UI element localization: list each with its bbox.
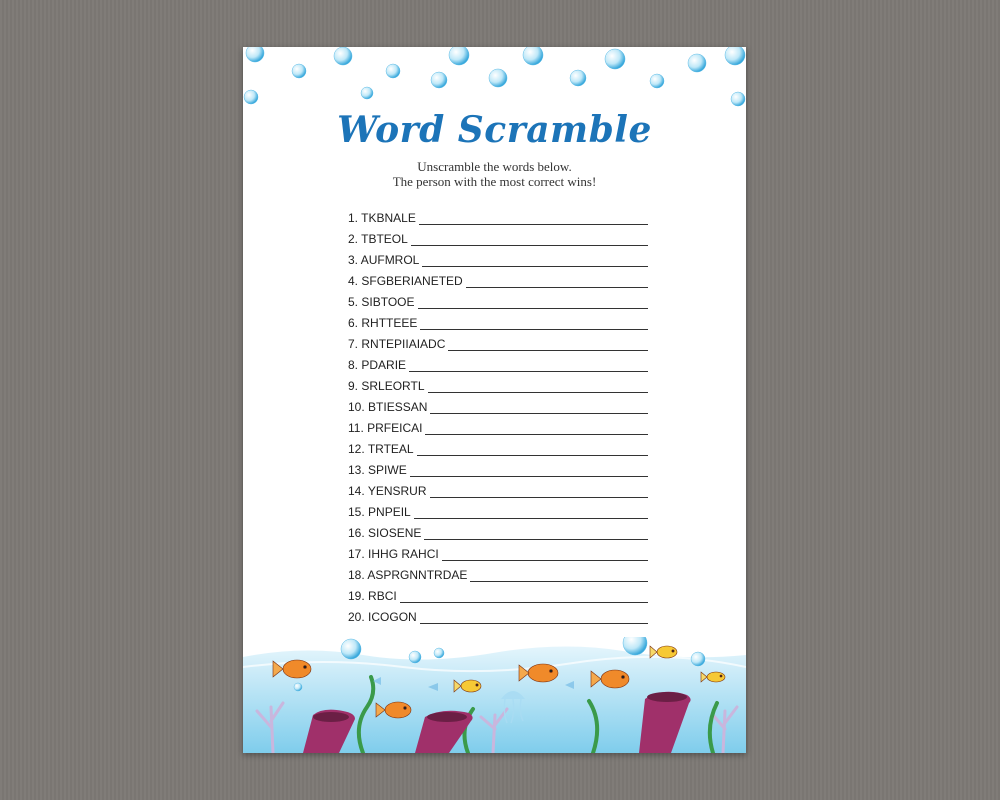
scrambled-letters: PRFEICAI (367, 421, 423, 435)
scramble-word (348, 421, 425, 435)
answer-line (442, 549, 648, 561)
scramble-word (348, 610, 420, 624)
item-number: 8. (348, 358, 359, 372)
item-number: 13. (348, 463, 365, 477)
scramble-word (348, 526, 424, 540)
scramble-word (348, 568, 470, 582)
scramble-item (348, 225, 648, 246)
item-number: 16. (348, 526, 365, 540)
scramble-item (348, 477, 648, 498)
answer-line (414, 507, 648, 519)
scramble-item (348, 393, 648, 414)
scramble-word (348, 547, 442, 561)
answer-line (466, 276, 648, 288)
scramble-word (348, 316, 420, 330)
scramble-item (348, 246, 648, 267)
item-number: 5. (348, 295, 359, 309)
item-number: 9. (348, 379, 359, 393)
item-number: 12. (348, 442, 365, 456)
scramble-item (348, 351, 648, 372)
item-number: 18. (348, 568, 365, 582)
scramble-item (348, 435, 648, 456)
scramble-item (348, 519, 648, 540)
scrambled-letters: SIBTOOE (361, 295, 415, 309)
answer-line (418, 297, 649, 309)
scramble-word (348, 358, 409, 372)
item-number: 17. (348, 547, 365, 561)
scramble-list (348, 204, 648, 624)
scrambled-letters: PDARIE (361, 358, 407, 372)
answer-line (424, 528, 648, 540)
scramble-word (348, 211, 419, 225)
instructions-line-2: The person with the most correct wins! (392, 174, 597, 189)
scramble-word (348, 295, 418, 309)
scrambled-letters: RNTEPIIAIADC (361, 337, 446, 351)
instructions (243, 159, 746, 189)
scrambled-letters: SRLEORTL (361, 379, 425, 393)
item-number: 7. (348, 337, 359, 351)
answer-line (425, 423, 648, 435)
scramble-word (348, 463, 410, 477)
answer-line (420, 612, 648, 624)
scramble-word (348, 442, 417, 456)
answer-line (417, 444, 648, 456)
item-number: 20. (348, 610, 365, 624)
answer-line (410, 465, 648, 477)
item-number: 6. (348, 316, 359, 330)
answer-line (428, 381, 649, 393)
scramble-word (348, 379, 428, 393)
item-number: 3. (348, 253, 359, 267)
answer-line (448, 339, 648, 351)
scramble-item (348, 414, 648, 435)
page-title: Word Scramble (337, 109, 652, 151)
item-number: 4. (348, 274, 359, 288)
item-number: 14. (348, 484, 365, 498)
scramble-item (348, 456, 648, 477)
scramble-word (348, 505, 414, 519)
scrambled-letters: BTIESSAN (368, 400, 428, 414)
scramble-item (348, 561, 648, 582)
scrambled-letters: TKBNALE (361, 211, 416, 225)
scramble-word (348, 400, 430, 414)
answer-line (419, 213, 648, 225)
word-scramble-card (243, 47, 746, 753)
answer-line (470, 570, 648, 582)
scramble-word (348, 274, 466, 288)
scrambled-letters: IHHG RAHCI (368, 547, 439, 561)
scramble-item (348, 288, 648, 309)
answer-line (420, 318, 648, 330)
scramble-item (348, 603, 648, 624)
scramble-item (348, 204, 648, 225)
bubbles-decoration (243, 47, 746, 117)
scrambled-letters: SIOSENE (368, 526, 422, 540)
answer-line (411, 234, 648, 246)
scrambled-letters: SPIWE (368, 463, 407, 477)
answer-line (409, 360, 648, 372)
scrambled-letters: TBTEOL (361, 232, 408, 246)
scramble-word (348, 337, 448, 351)
scrambled-letters: ICOGON (368, 610, 417, 624)
scramble-item (348, 309, 648, 330)
scrambled-letters: AUFMROL (360, 253, 420, 267)
scramble-word (348, 232, 411, 246)
scrambled-letters: YENSRUR (367, 484, 427, 498)
scrambled-letters: RBCI (368, 589, 397, 603)
item-number: 1. (348, 211, 359, 225)
underwater-scene-decoration (243, 637, 746, 753)
answer-line (430, 402, 648, 414)
scrambled-letters: TRTEAL (367, 442, 414, 456)
scramble-word (348, 484, 430, 498)
scramble-item (348, 267, 648, 288)
item-number: 2. (348, 232, 359, 246)
scrambled-letters: RHTTEEE (361, 316, 418, 330)
scramble-word (348, 589, 400, 603)
answer-line (400, 591, 648, 603)
scramble-item (348, 582, 648, 603)
instructions-line-1: Unscramble the words below. (417, 159, 572, 174)
item-number: 15. (348, 505, 365, 519)
scrambled-letters: ASPRGNNTRDAE (367, 568, 468, 582)
item-number: 11. (348, 421, 364, 435)
scramble-item (348, 498, 648, 519)
item-number: 10. (348, 400, 365, 414)
scrambled-letters: PNPEIL (368, 505, 411, 519)
answer-line (430, 486, 649, 498)
scramble-item (348, 330, 648, 351)
scramble-item (348, 372, 648, 393)
item-number: 19. (348, 589, 365, 603)
scramble-word (348, 253, 422, 267)
scrambled-letters: SFGBERIANETED (361, 274, 463, 288)
answer-line (422, 255, 648, 267)
scramble-item (348, 540, 648, 561)
